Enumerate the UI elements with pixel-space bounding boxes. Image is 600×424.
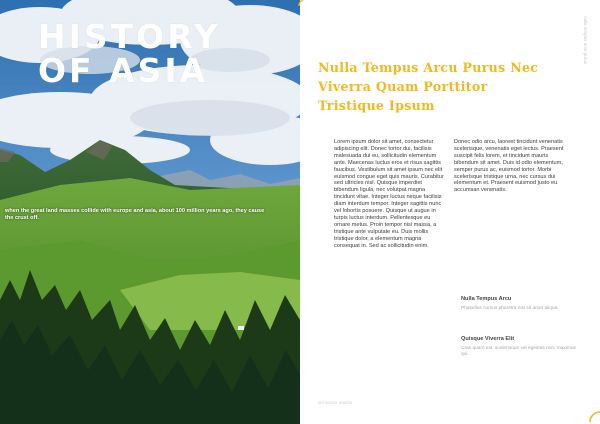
decorative-corner-arc (296, 0, 310, 10)
decorative-arc-icon (588, 410, 600, 424)
side-note-1-title: Nulla Tempus Arcu (461, 296, 512, 302)
body-column-1: Lorem ipsum dolor sit amet, consectetur adipiscing elit. Donec tortor dui, facilisis malesuada dui eu, sollicitudin elementum ante. Maecenas luctus eros et risus sagittis faucibus. Vestibulum sit amet ipsum nec elit euismod congue eget quis mauris. Curabitur sed ultricies nisl. Quisque imperdiet bibendum ligula, nec volutpat magna tincidunt vitae. Integer luctus neque facilisis diam interdum tempor. Integer sagittis nunc vel lobortis posuere. Quisque ut augue in turpis luctus interdum. Pellentesque eu ornare metus. Proin tempor nisi massa, a tristique ante vulputate eu. Duis mollis tristique dolor, a elementum magna consequat in. Sed ac sollicitudin enim. (334, 139, 444, 249)
side-note-1 (461, 296, 581, 312)
cover-title (38, 17, 221, 90)
side-note-1-text: Phasellus cursus pharetra nisl sit amet aliqua (461, 306, 558, 311)
article-heading: Nulla Tempus Arcu Purus Nec Viverra Quam Porttitor Tristique Ipsum (318, 60, 539, 113)
photo-caption: when the great land masses collide with europe and asia, about 100 million years ago, they cause the crust off. (5, 208, 265, 222)
vertical-side-label: nulla tempus arcu purus (583, 16, 588, 65)
right-page (300, 0, 600, 424)
side-note-2-title: Quisque Viverra Elit (461, 336, 515, 342)
side-note-2-text: Cras quam est, scelerisque vel egestas non, maximus qui. (461, 346, 576, 358)
side-note-2 (461, 336, 581, 359)
body-column-2: Donec odio arcu, laoreet tincidunt venenatis scelerisque, venenatis eget lectus. Praesent suscipit felis lorem, et tincidunt mauris bibendum sit amet. Duis id odio elementum, semper purus ac, euismod tortor. Morbi scelerisque tristique urna, nec cursus dui elementum et. Praesent euismod justo eu accumsan venenatis. (454, 139, 564, 194)
page-footer: vel auctor massa (318, 400, 353, 405)
cover-title-line-2: OF ASIA (38, 51, 209, 90)
cover-title-line-1: HISTORY (38, 17, 221, 56)
